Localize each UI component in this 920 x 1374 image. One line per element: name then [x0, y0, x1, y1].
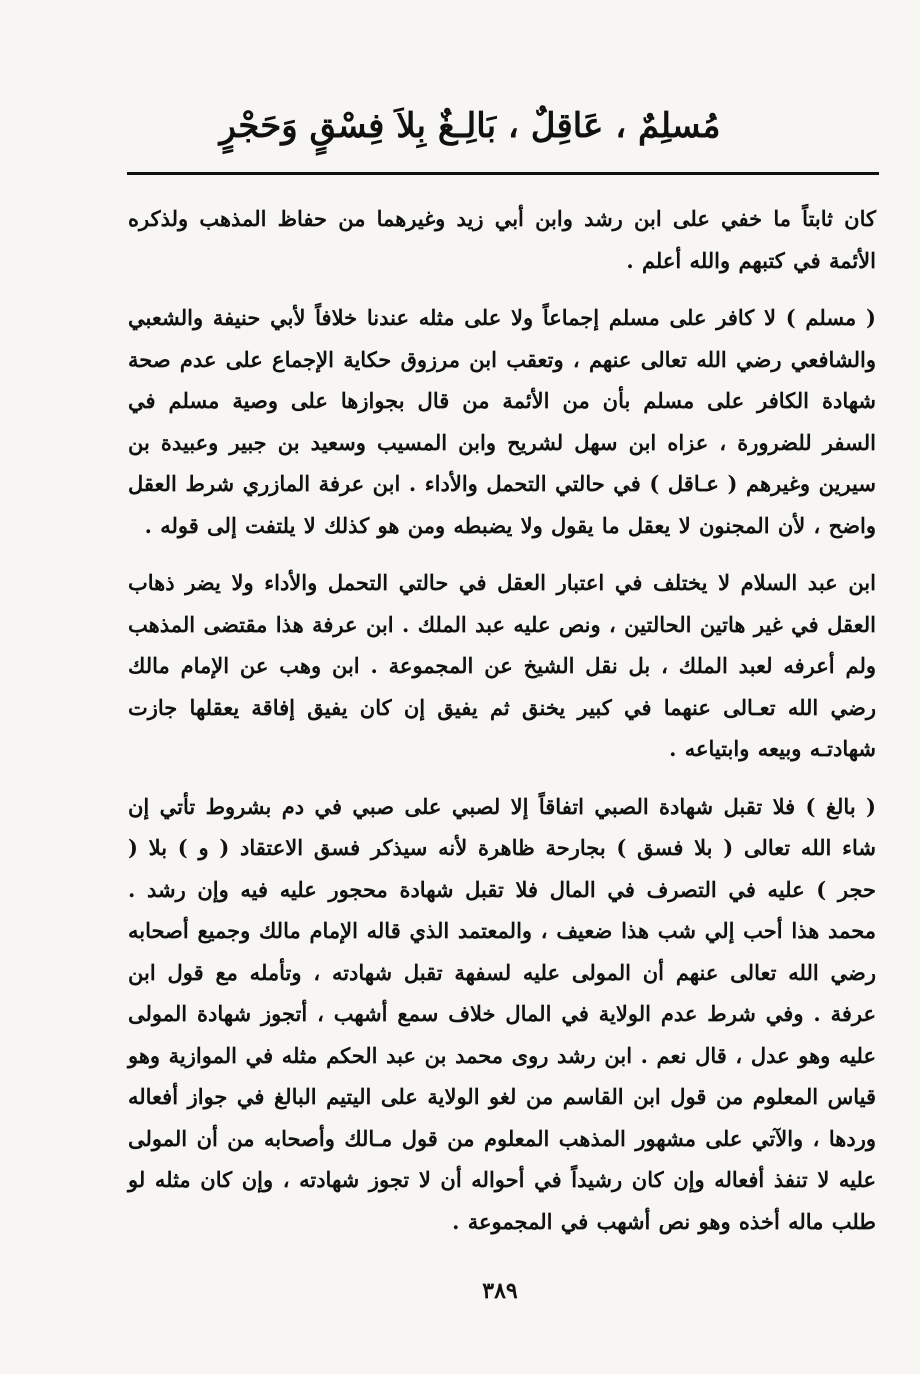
body-text: [128, 198, 876, 1258]
header-divider: [127, 172, 879, 175]
paragraph: ( مسلم ) لا كافر على مسلم إجماعاً ولا على مثله عندنا خلافاً لأبي حنيفة والشعبي والشافعي رضي الله تعالى عنهم ، وتعقب ابن مرزوق حكاية الإجماع على عدم صحة شهادة الكافر على مسلم بأن من الأئمة من قال بجوازها على وصية مسلم في السفر للضرورة ، عزاه ابن سهل لشريح وابن المسيب وسعيد بن جبير وعبيدة بن سيرين وغيرهم ( عـاقل ) في حالتي التحمل والأداء . ابن عرفة المازري شرط العقل واضح ، لأن المجنون لا يعقل ما يقول ولا يضبطه ومن هو كذلك لا يلتفت إلى قوله .: [128, 305, 876, 538]
paragraph: ( بالغ ) فلا تقبل شهادة الصبي اتفاقاً إلا لصبي على صبي في دم بشروط تأتي إن شاء الله تعالى ( بلا فسق ) بجارحة ظاهرة لأنه سيذكر فسق الاعتقاد ( و ) بلا ( حجر ) عليه في التصرف في المال فلا تقبل شهادة محجور عليه فيه وإن رشد . محمد هذا أحب إلي شب هذا ضعيف ، والمعتمد الذي قاله الإمام مالك وجميع أصحابه رضي الله تعالى عنهم أن المولى عليه لسفهة تقبل شهادته ، وتأمله مع قول ابن عرفة . وفي شرط عدم الولاية في المال خلاف سمع أشهب ، أتجوز شهادة المولى عليه وهو عدل ، قال نعم . ابن رشد روى محمد بن عبد الحكم مثله في الموازية وهو قياس المعلوم من قول ابن القاسم من لغو الولاية على اليتيم البالغ في جواز أفعاله وردها ، والآتي على مشهور المذهب المعلوم من قول مـالك وأصحابه من أن المولى عليه لا تنفذ أفعاله وإن كان رشيداً في أحواله أن لا تجوز شهادته ، وإن كان مثله لو طلب ماله أخذه وهو نص أشهب في المجموعة .: [128, 793, 876, 1234]
page-header-title: مُسلِمٌ ، عَاقِلٌ ، بَالِـغٌ بِلاَ فِسْقٍ وَحَجْرٍ: [219, 106, 721, 146]
paragraph: كان ثابتاً ما خفي على ابن رشد وابن أبي زيد وغيرهما من حفاظ المذهب ولذكره الأئمة في كتبهم والله أعلم .: [128, 206, 876, 273]
paragraph: ابن عبد السلام لا يختلف في اعتبار العقل في حالتي التحمل والأداء ولا يضر ذهاب العقل في غير هاتين الحالتين ، ونص عليه عبد الملك . ابن عرفة هذا مقتضى المذهب ولم أعرفه لعبد الملك ، بل نقل الشيخ عن المجموعة . ابن وهب عن الإمام مالك رضي الله تعـالى عنهما في كبير يخنق ثم يفيق إن كان يفيق إفاقة يعقلها جازت شهادتـه وبيعه وابتياعه .: [128, 570, 876, 761]
page-number: ٣٨٩: [482, 1278, 518, 1304]
